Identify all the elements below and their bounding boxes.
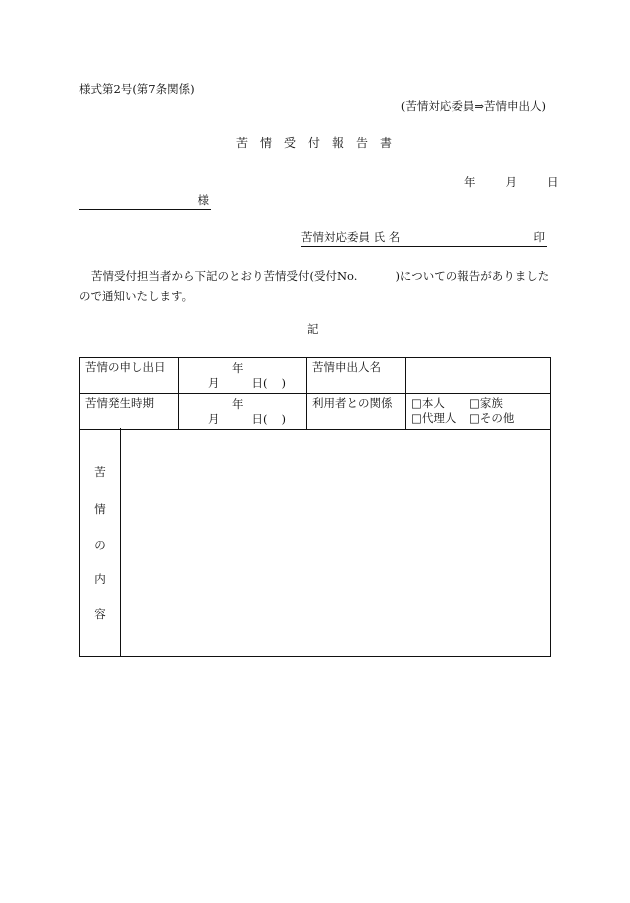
form-number: 様式第2号(第7条関係)	[79, 82, 195, 96]
complaint-info-table	[79, 357, 551, 430]
filing-month-label: 月	[208, 376, 220, 390]
date-day-label: 日	[547, 175, 559, 189]
filing-date-label: 苦情の申し出日	[80, 358, 179, 394]
notice-body	[79, 266, 551, 306]
seal-mark: 印	[533, 230, 545, 244]
table-row	[80, 394, 551, 430]
filing-month-day	[208, 376, 286, 391]
date-month-label: 月	[505, 175, 517, 189]
document-title: 苦情受付報告書	[236, 136, 405, 150]
addressee-honorific: 様	[197, 193, 209, 207]
notice-text-after: )についての報告がありましたので通知いたします。	[79, 269, 550, 303]
ki-heading: 記	[307, 322, 319, 336]
occurrence-day-label: 日(	[251, 412, 268, 426]
occurrence-month-label: 月	[208, 412, 220, 426]
content-label-char: 苦	[94, 465, 106, 479]
table-row	[80, 358, 551, 394]
filing-year-label: 年	[232, 361, 244, 375]
complainant-name-label: 苦情申出人名	[307, 358, 406, 394]
content-label-char: の	[94, 538, 106, 552]
relationship-option-family[interactable]: □家族	[469, 396, 503, 410]
routing-direction: (苦情対応委員⇒苦情申出人)	[400, 99, 546, 113]
occurrence-paren-close: )	[281, 412, 286, 426]
addressee-field[interactable]	[79, 193, 211, 210]
signer-label: 苦情対応委員 氏 名	[301, 230, 401, 244]
notice-text-before: 苦情受付担当者から下記のとおり苦情受付(受付No.	[91, 269, 358, 283]
content-label-char: 容	[94, 607, 106, 621]
occurrence-month-day	[208, 412, 286, 427]
date-line	[464, 175, 559, 189]
filing-day-label: 日(	[251, 376, 268, 390]
occurrence-date-field[interactable]	[179, 394, 307, 430]
relationship-options	[406, 394, 551, 430]
relationship-option-self[interactable]: □本人	[411, 396, 445, 410]
signer-field[interactable]	[301, 230, 547, 247]
relationship-label: 利用者との関係	[307, 394, 406, 430]
date-year-label: 年	[464, 175, 476, 189]
complaint-content-label	[80, 428, 121, 656]
complaint-content-section	[79, 428, 551, 657]
occurrence-period-label: 苦情発生時期	[80, 394, 179, 430]
complainant-name-field[interactable]	[406, 358, 551, 394]
complaint-content-field[interactable]	[121, 428, 550, 656]
content-label-char: 情	[94, 502, 106, 516]
relationship-option-other[interactable]: □その他	[469, 411, 515, 425]
filing-paren-close: )	[281, 376, 286, 390]
occurrence-year-label: 年	[232, 397, 244, 411]
content-label-char: 内	[94, 572, 106, 586]
relationship-option-agent[interactable]: □代理人	[411, 411, 457, 425]
filing-date-field[interactable]	[179, 358, 307, 394]
